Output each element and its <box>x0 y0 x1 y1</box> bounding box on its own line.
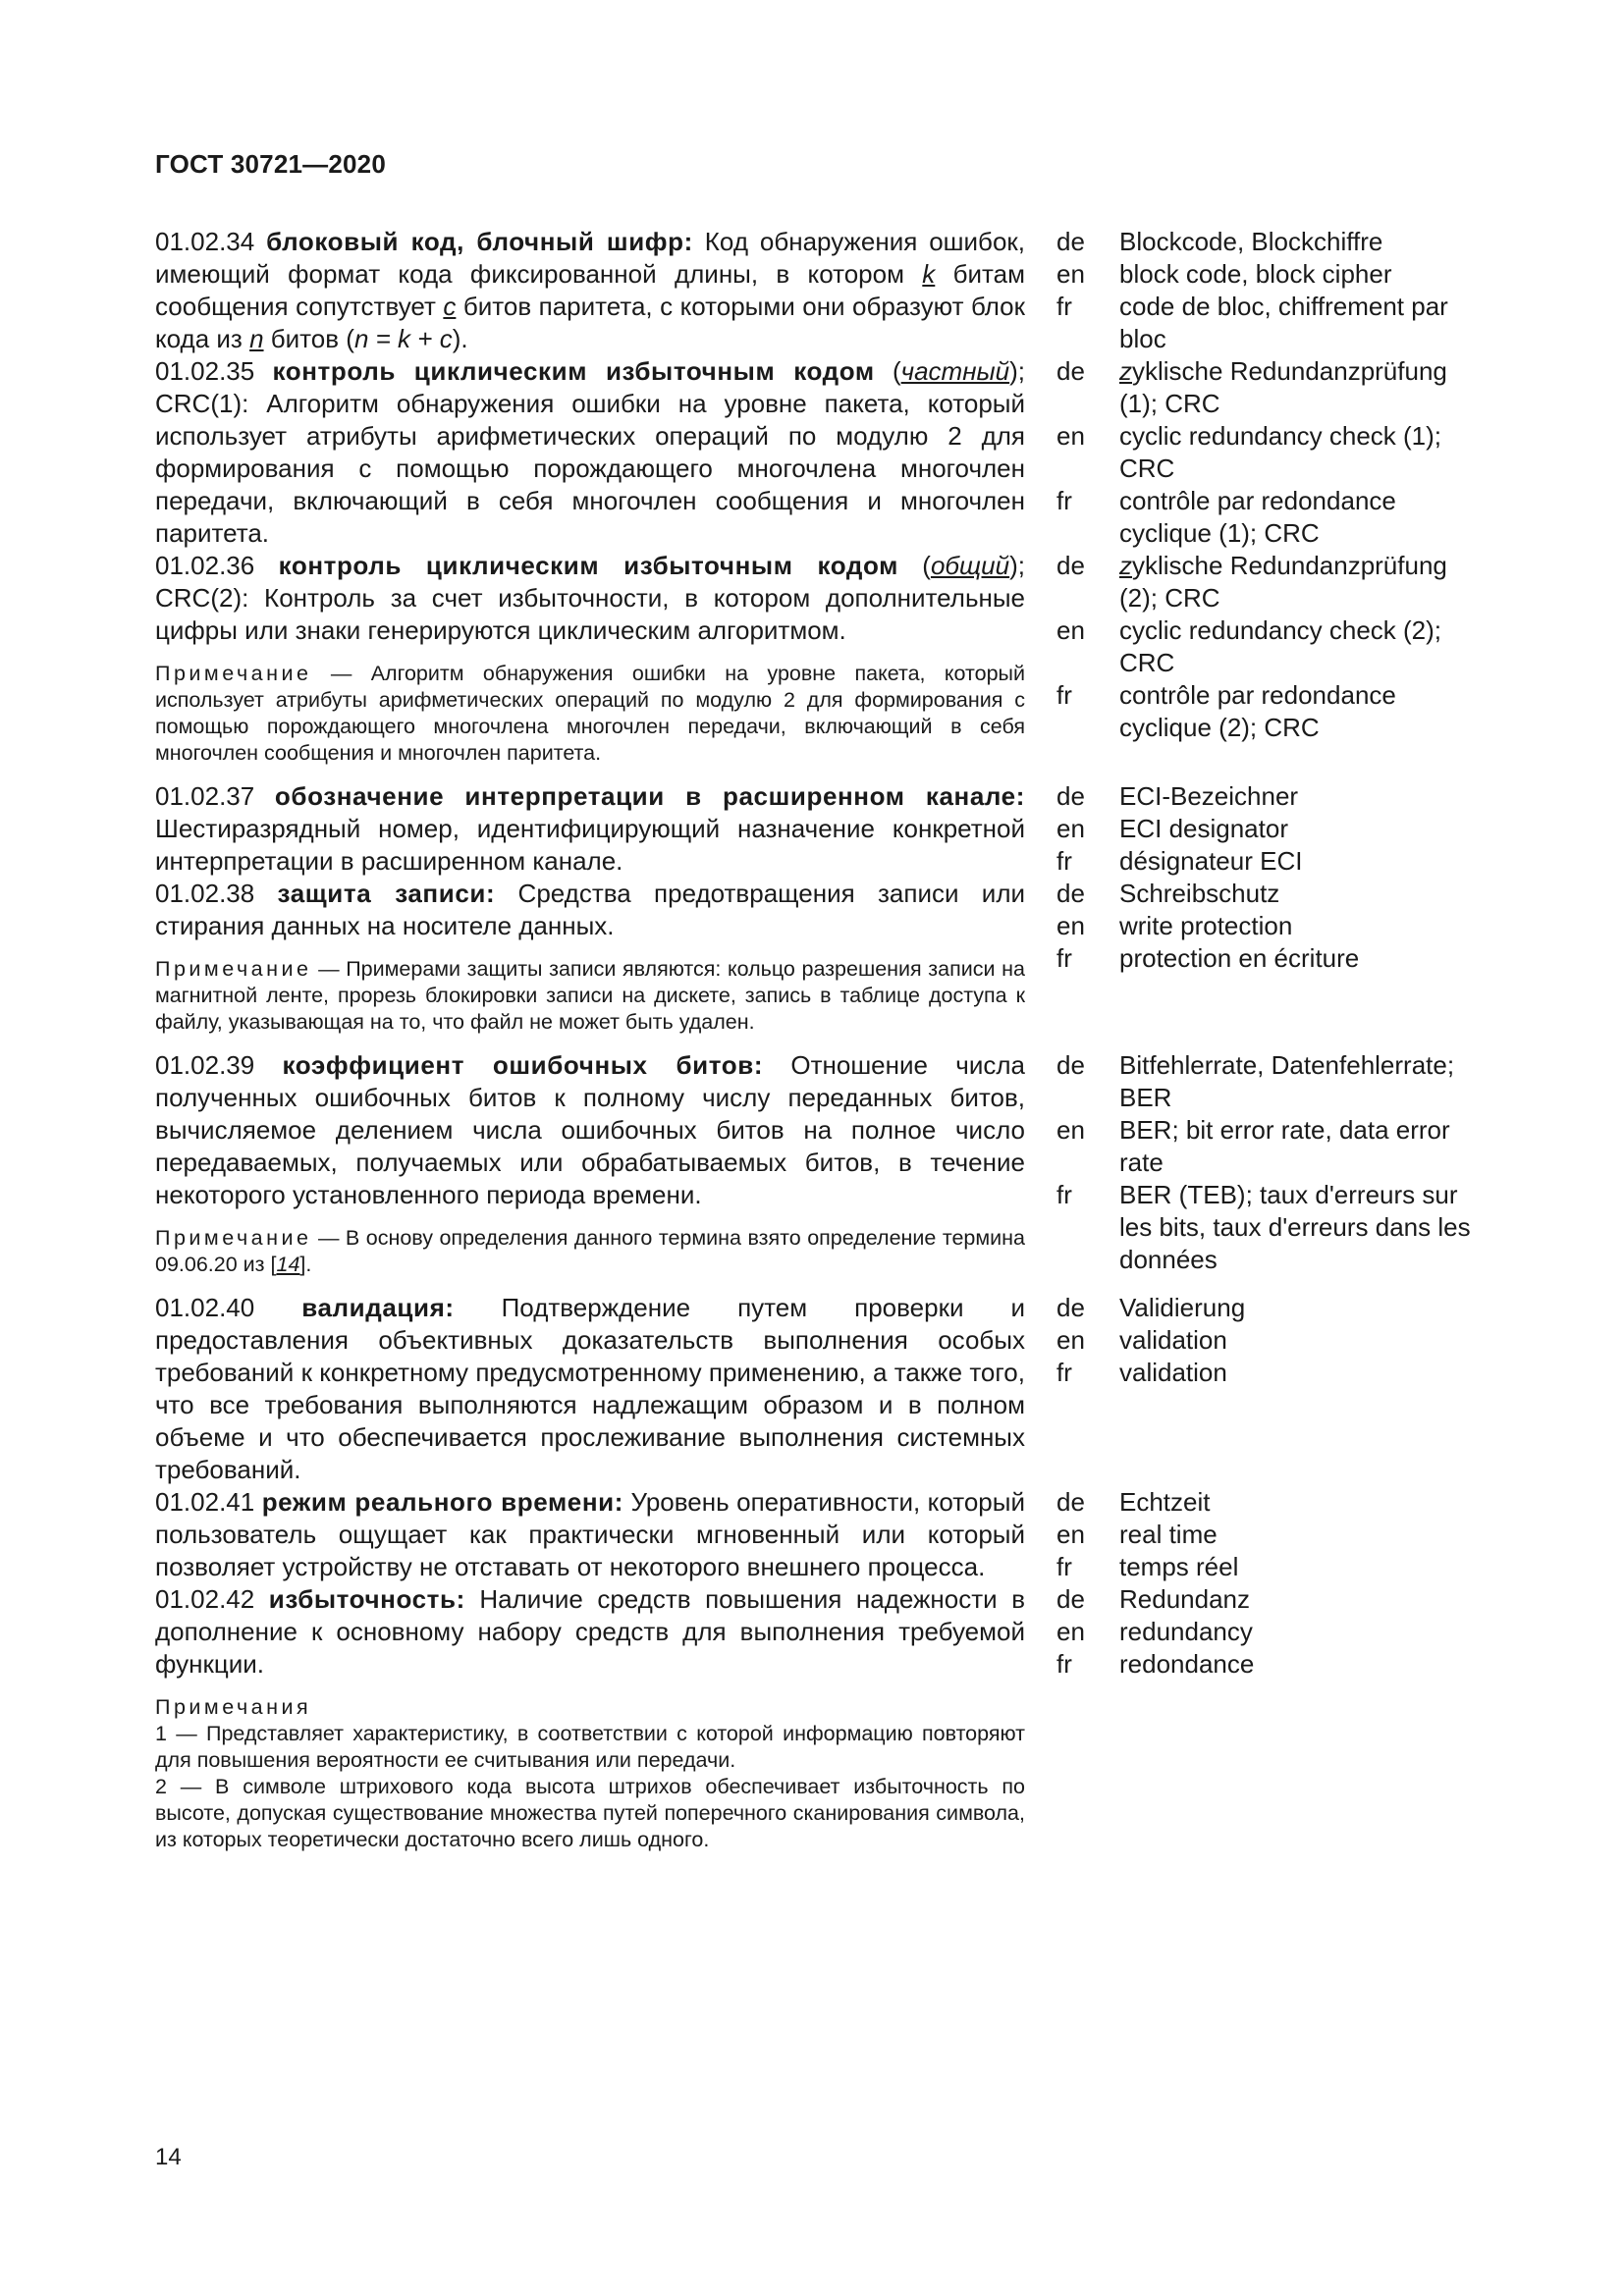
note-item: 2 — В символе штрихового кода высота штрихов обеспечивает избыточность по высоте, допуская существование множества путей поперечного сканирования символа, из которых теоретически достаточно всего лишь одного. <box>155 1775 1025 1851</box>
page-number: 14 <box>155 2144 182 2170</box>
term-number: 01.02.37 <box>155 781 255 811</box>
translation-en: en real time <box>1056 1520 1218 1549</box>
term-name: обозначение интерпретации в расширенном канале: <box>274 781 1026 811</box>
translation-de: de zyklische Redundanzprüfung (2); CRC <box>1056 551 1447 613</box>
term-entry-01-02-41 <box>155 1486 1490 1583</box>
bibliography-reference-link[interactable]: 14 <box>276 1253 300 1276</box>
term-note: Примечание — В основу определения данного термина взято определение термина 09.06.20 из [14]. <box>155 1226 1025 1276</box>
term-entry-01-02-39 <box>155 1049 1490 1278</box>
term-definition: 01.02.38 защита записи: Средства предотвращения записи или стирания данных на носителе данных. Примечание — Примерами защиты записи являются: кольцо разрешения записи на магнитной ленте, прорезь блокировки записи на дискете, запись в таблице доступа к файлу, указывающая на то, что файл не может быть удален. <box>155 879 1026 1034</box>
translation-en: en ECI designator <box>1056 814 1288 843</box>
term-definition: 01.02.41 режим реального времени: Уровень оперативности, который пользователь ощущает как практически мгновенный или который позволяет устройству не отставать от некоторого внешнего процесса. <box>155 1487 1025 1581</box>
term-entry-01-02-34 <box>155 226 1490 355</box>
term-definition: 01.02.37 обозначение интерпретации в расширенном канале: Шестиразрядный номер, идентифицирующий назначение конкретной интерпретации в расширенном канале. <box>155 781 1026 876</box>
translation-fr: fr BER (TEB); taux d'erreurs sur les bits, taux d'erreurs dans les données <box>1056 1180 1471 1274</box>
term-number: 01.02.34 <box>155 227 255 256</box>
term-number: 01.02.39 <box>155 1050 255 1080</box>
translation-fr: fr code de bloc, chiffrement par bloc <box>1056 292 1448 353</box>
translation-fr: fr validation <box>1056 1358 1227 1387</box>
translation-en: en BER; bit error rate, data error rate <box>1056 1115 1450 1177</box>
term-translations <box>1056 780 1489 878</box>
translation-de: de Echtzeit <box>1056 1487 1211 1517</box>
term-qualifier: частный <box>900 356 1010 386</box>
term-definition: 01.02.34 блоковый код, блочный шифр: Код обнаружения ошибок, имеющий формат кода фиксированной длины, в котором k битам сообщения сопутствует c битов паритета, с которыми они образуют блок кода из n битов (n = k + c). <box>155 227 1026 353</box>
term-name: режим реального времени: <box>261 1487 623 1517</box>
translation-fr: fr contrôle par redondance cyclique (1); CRC <box>1056 486 1396 548</box>
translation-en: en validation <box>1056 1325 1227 1355</box>
translation-en: en block code, block cipher <box>1056 259 1392 289</box>
term-entry-01-02-40 <box>155 1292 1490 1486</box>
term-number: 01.02.42 <box>155 1584 255 1614</box>
term-number: 01.02.36 <box>155 551 255 580</box>
translation-fr: fr contrôle par redondance cyclique (2); CRC <box>1056 680 1396 742</box>
translation-fr: fr protection en écriture <box>1056 943 1360 973</box>
term-notes <box>155 1694 1025 1853</box>
translation-de: de Blockcode, Blockchiffre <box>1056 227 1383 256</box>
translation-de: de ECI-Bezeichner <box>1056 781 1299 811</box>
translation-en: en write protection <box>1056 911 1293 940</box>
translation-de: de Bitfehlerrate, Datenfehlerrate; BER <box>1056 1050 1455 1112</box>
term-name: контроль циклическим избыточным кодом <box>278 551 898 580</box>
term-translations <box>1056 1049 1489 1278</box>
translation-de: de Redundanz <box>1056 1584 1250 1614</box>
term-translations <box>1056 355 1489 550</box>
translation-de: de Schreibschutz <box>1056 879 1280 908</box>
term-translations <box>1056 226 1489 355</box>
term-entry-01-02-38 <box>155 878 1490 1036</box>
term-translations <box>1056 1583 1489 1853</box>
term-number: 01.02.38 <box>155 879 255 908</box>
translation-fr: fr temps réel <box>1056 1552 1239 1581</box>
term-number: 01.02.35 <box>155 356 255 386</box>
term-note: Примечание — Примерами защиты записи являются: кольцо разрешения записи на магнитной ленте, прорезь блокировки записи на дискете, запись в таблице доступа к файлу, указывающая на то, что файл не может быть удален. <box>155 957 1025 1034</box>
term-number: 01.02.40 <box>155 1293 255 1322</box>
term-note: Примечание — Алгоритм обнаружения ошибки на уровне пакета, который использует атрибуты арифметических операций по модулю 2 для формирования с помощью порождающего многочлена многочлен передачи, включающий в себя многочлен сообщения и многочлен паритета. <box>155 662 1025 765</box>
term-definition: 01.02.35 контроль циклическим избыточным кодом (частный); CRC(1): Алгоритм обнаружения ошибки на уровне пакета, который использует атрибуты арифметических операций по модулю 2 для формирования с помощью порождающего многочлена многочлен передачи, включающий в себя многочлен сообщения и многочлен паритета. <box>155 356 1026 548</box>
notes-label: Примечания <box>155 1695 312 1719</box>
term-translations <box>1056 550 1489 767</box>
document-header: ГОСТ 30721—2020 <box>155 149 386 179</box>
note-label: Примечание <box>155 957 312 981</box>
term-entry-01-02-36 <box>155 550 1490 767</box>
translation-en: en redundancy <box>1056 1617 1253 1646</box>
term-qualifier: общий <box>930 551 1010 580</box>
term-definition: 01.02.36 контроль циклическим избыточным кодом (общий); CRC(2): Контроль за счет избыточности, в котором дополнительные цифры или знаки генерируются циклическим алгоритмом. Примечание — Алгоритм обнаружения ошибки на уровне пакета, который использует атрибуты арифметических операций по модулю 2 для формирования с помощью порождающего многочлена многочлен передачи, включающий в себя многочлен сообщения и многочлен паритета. <box>155 551 1025 765</box>
note-label: Примечание <box>155 1226 312 1250</box>
term-entry-01-02-42 <box>155 1583 1490 1853</box>
note-item: 1 — Представляет характеристику, в соответствии с которой информацию повторяют для повышения вероятности ее считывания или передачи. <box>155 1722 1025 1772</box>
terms-list <box>155 226 1490 1853</box>
term-name: валидация: <box>301 1293 455 1322</box>
term-translations <box>1056 1486 1489 1583</box>
term-name: контроль циклическим избыточным кодом <box>272 356 875 386</box>
term-name: избыточность: <box>268 1584 465 1614</box>
term-number: 01.02.41 <box>155 1487 255 1517</box>
term-translations <box>1056 1292 1489 1486</box>
term-name: коэффициент ошибочных битов: <box>282 1050 764 1080</box>
term-definition: 01.02.39 коэффициент ошибочных битов: Отношение числа полученных ошибочных битов к полному числу переданных битов, вычисляемое делением числа ошибочных битов на полное число передаваемых, получаемых или обрабатываемых битов, в течение некоторого установленного периода времени. Примечание — В основу определения данного термина взято определение термина 09.06.20 из [14]. <box>155 1050 1025 1276</box>
term-definition: 01.02.42 избыточность: Наличие средств повышения надежности в дополнение к основному набору средств для выполнения требуемой функции. Примечания 1 — Представляет характеристику, в соответствии с которой информацию повторяют для повышения вероятности ее считывания или передачи. 2 — В символе штрихового кода высота штрихов обеспечивает избыточность по высоте, допуская существование множества путей поперечного сканирования символа, из которых теоретически достаточно всего лишь одного. <box>155 1584 1026 1851</box>
note-label: Примечание <box>155 662 312 685</box>
term-entry-01-02-35 <box>155 355 1490 550</box>
translation-de: de zyklische Redundanzprüfung (1); CRC <box>1056 356 1447 418</box>
term-translations <box>1056 878 1489 1036</box>
translation-en: en cyclic redundancy check (2); CRC <box>1056 615 1442 677</box>
translation-en: en cyclic redundancy check (1); CRC <box>1056 421 1442 483</box>
term-definition: 01.02.40 валидация: Подтверждение путем проверки и предоставления объективных доказательств выполнения особых требований к конкретному предусмотренному применению, а также того, что все требования выполняются надлежащим образом и в полном объеме и что обеспечивается прослеживание выполнения системных требований. <box>155 1293 1025 1484</box>
term-name: блоковый код, блочный шифр: <box>266 227 693 256</box>
term-name: защита записи: <box>277 879 496 908</box>
translation-fr: fr désignateur ECI <box>1056 846 1303 876</box>
term-entry-01-02-37 <box>155 780 1490 878</box>
translation-de: de Validierung <box>1056 1293 1246 1322</box>
translation-fr: fr redondance <box>1056 1649 1255 1679</box>
